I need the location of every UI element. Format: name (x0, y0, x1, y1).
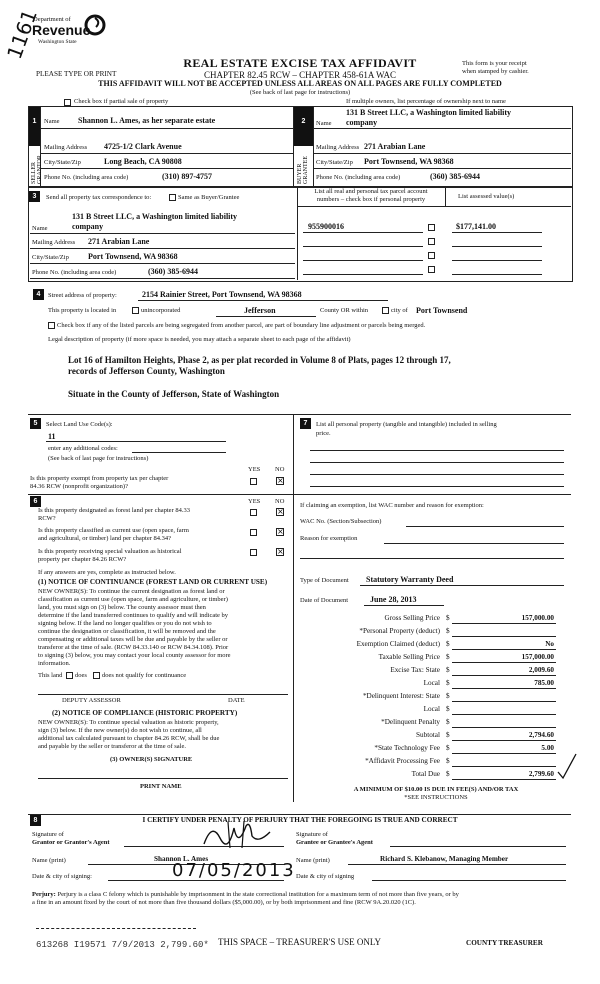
fee-label: Subtotal (416, 731, 440, 739)
notice1-title: (1) NOTICE OF CONTINUANCE (FOREST LAND OR CURRENT USE) (38, 578, 268, 586)
fee-label: Local (423, 705, 440, 713)
this-land-label: This land (38, 672, 63, 679)
fee-currency: $ (446, 718, 450, 726)
seller-address: 4725-1/2 Clark Avenue (104, 142, 182, 151)
parcel-value: $177,141.00 (456, 222, 496, 231)
personal-prop-line2: price. (316, 430, 331, 437)
buyer-side-label: BUYER GRANTEE (297, 156, 309, 184)
segregated-label: Check box if any of the listed parcels are being segregated from another parcel, are part of boundary line adjustment or parcels being merged. (57, 322, 426, 329)
seller-city-label: City/State/Zip (44, 159, 81, 166)
corr-name-line1: 131 B Street LLC, a Washington limited liability (72, 212, 238, 221)
fee-label: *Delinquent Penalty (381, 718, 440, 726)
fee-value: 2,009.60 (528, 666, 554, 674)
perjury-line1 (32, 891, 459, 898)
section-6-number: 6 (30, 496, 41, 507)
exempt-no-checkbox[interactable]: × (277, 476, 284, 485)
does-not-label: does not qualify for continuance (102, 672, 187, 679)
notice2-line: and payable by the seller or transferor at the time of sale. (38, 743, 186, 750)
fee-value: 157,000.00 (521, 614, 554, 622)
fee-value: 5.00 (541, 744, 554, 752)
sig-grantor-label2: Grantor or Grantor's Agent (32, 839, 110, 846)
partial-sale-checkbox[interactable] (64, 99, 71, 106)
exempt-question-2: 84.36 RCW (nonprofit organization)? (30, 483, 128, 490)
min-fee-line1: A MINIMUM OF $10.00 IS DUE IN FEE(S) AND/OR TAX (353, 786, 519, 793)
certify-title: I CERTIFY UNDER PENALTY OF PERJURY THAT THE FOREGOING IS TRUE AND CORRECT (142, 816, 458, 824)
receipt-line1: This form is your receipt (462, 60, 527, 67)
sec6-no-header: NO (275, 498, 285, 505)
owner-signature-label: (3) OWNER(S) SIGNATURE (110, 756, 193, 763)
handwritten-number: 1161 (2, 6, 42, 63)
buyer-address-label: Mailing Address (316, 144, 360, 151)
fee-currency: $ (446, 627, 450, 635)
historic-question-1: Is this property receiving special valuation as historical (38, 548, 182, 555)
grantor-signature (200, 818, 280, 850)
section-2-number: 2 (298, 116, 309, 127)
form-subtitle: CHAPTER 82.45 RCW – CHAPTER 458-61A WAC (204, 70, 396, 80)
does-checkbox[interactable] (66, 672, 73, 679)
fee-label: *Delinquent Interest: State (362, 692, 440, 700)
current-use-no-checkbox[interactable]: × (277, 527, 284, 536)
corr-city: Port Townsend, WA 98368 (88, 252, 178, 261)
if-yes-note: If any answers are yes, complete as instructed below. (38, 569, 176, 576)
treasurer-space-label: THIS SPACE – TREASURER'S USE ONLY (218, 937, 382, 947)
buyer-city: Port Townsend, WA 98368 (364, 157, 454, 166)
notice1-line: classification as current use (open space, farm and agriculture, or timber) (38, 596, 228, 603)
parcel-personal-checkbox[interactable] (428, 252, 435, 259)
land-use-code: 11 (48, 432, 56, 441)
sec5-yes-header: YES (248, 466, 261, 473)
fee-currency: $ (446, 653, 450, 661)
fee-value: 157,000.00 (521, 653, 554, 661)
fee-currency: $ (446, 705, 450, 713)
wac-label: WAC No. (Section/Subsection) (300, 518, 382, 525)
doc-date: June 28, 2013 (370, 595, 417, 604)
checkmark-icon (556, 752, 578, 780)
same-as-buyer-label: Same as Buyer/Grantee (178, 194, 240, 201)
historic-question-2: property per chapter 84.26 RCW? (38, 556, 127, 563)
buyer-phone-label: Phone No. (including area code) (316, 174, 401, 181)
current-use-question-2: and agricultural, or timber) land per chapter 84.34? (38, 535, 172, 542)
fee-currency: $ (446, 692, 450, 700)
legal-label: Legal description of property (if more space is needed, you may attach a separate sheet to each page of the affidavit) (48, 336, 351, 343)
fee-value: 2,799.60 (528, 770, 554, 778)
same-as-buyer-checkbox[interactable] (169, 194, 176, 201)
legal-line2: records of Jefferson County, Washington (68, 366, 225, 376)
fee-label: Local (423, 679, 440, 687)
street-address: 2154 Rainier Street, Port Townsend, WA 98368 (142, 290, 302, 299)
grantor-date-signed: 07/05/2013 (172, 860, 296, 881)
grantee-date-label: Date & city of signing (296, 873, 355, 880)
dept-line3: Washington State (38, 39, 77, 45)
parcels-header-left-1: List all real and personal tax parcel account (314, 188, 428, 195)
grantee-name-label: Name (print) (296, 857, 330, 864)
seller-name-label: Name (44, 118, 60, 125)
fee-currency: $ (446, 770, 450, 778)
notice2-line: NEW OWNER(S): To continue special valuation as historic property, (38, 719, 219, 726)
fee-currency: $ (446, 679, 450, 687)
min-fee-line2: *SEE INSTRUCTIONS (404, 794, 468, 801)
seller-phone: (310) 897-4757 (162, 172, 212, 181)
revenue-swirl-icon (84, 14, 106, 36)
fee-currency: $ (446, 731, 450, 739)
notice1-line: continue the designation or classification, it will be removed and the (38, 628, 216, 635)
fee-label: *Affidavit Processing Fee (365, 757, 440, 765)
grantor-name-label: Name (print) (32, 857, 66, 864)
exempt-question-1: Is this property exempt from property tax per chapter (30, 475, 169, 482)
street-label: Street address of property: (48, 292, 117, 299)
receipt-line2: when stamped by cashier. (462, 68, 529, 75)
form-see-back: (See back of last page for instructions) (249, 89, 351, 96)
doc-type-label: Type of Document (300, 577, 349, 584)
unincorporated-label: unincorporated (141, 307, 181, 314)
fee-value: No (545, 640, 554, 648)
buyer-name-label: Name (316, 120, 332, 127)
fee-label: *Personal Property (deduct) (359, 627, 440, 635)
unincorporated-checkbox[interactable] (132, 307, 139, 314)
additional-codes-label: enter any additional codes: (48, 445, 118, 452)
perjury-label: Perjury: (32, 891, 56, 898)
corr-phone: (360) 385-6944 (148, 267, 198, 276)
sig-grantee-label1: Signature of (296, 831, 328, 838)
fee-label: Total Due (411, 770, 440, 778)
fee-currency: $ (446, 744, 450, 752)
doc-type: Statutory Warranty Deed (366, 575, 454, 584)
corr-address-label: Mailing Address (32, 239, 76, 246)
city-of-checkbox[interactable] (382, 307, 389, 314)
form-warning: THIS AFFIDAVIT WILL NOT BE ACCEPTED UNLESS ALL AREAS ON ALL PAGES ARE FULLY COMPLETED (98, 79, 502, 88)
section-4-number: 4 (33, 289, 44, 300)
segregated-checkbox[interactable] (48, 322, 55, 329)
does-label: does (75, 672, 87, 679)
grantee-name: Richard S. Klebanow, Managing Member (380, 855, 509, 863)
notice1-line: NEW OWNER(S): To continue the current designation as forest land or (38, 588, 225, 595)
personal-prop-line1: List all personal property (tangible and intangible) included in selling (316, 421, 497, 428)
corr-phone-label: Phone No. (including area code) (32, 269, 117, 276)
seller-address-label: Mailing Address (44, 144, 88, 151)
forest-yes-checkbox[interactable] (250, 509, 257, 516)
forest-no-checkbox[interactable]: × (277, 507, 284, 516)
treasurer-stamp: 613268 I19571 7/9/2013 2,799.60* (36, 940, 209, 950)
deputy-assessor-label: DEPUTY ASSESSOR (62, 697, 121, 704)
perjury-text2: a fine in an amount fixed by the court of not more than five thousand dollars ($5,000.00), or by both imprisonment and fine (RCW 9A.20.020 (1C). (32, 899, 416, 906)
sig-grantor-label1: Signature of (32, 831, 64, 838)
section-3-number: 3 (29, 191, 40, 202)
perjury-text1: Perjury is a class C felony which is punishable by imprisonment in the state correctional institution for a maximum term of not more than five years, or by (57, 891, 459, 898)
seller-city: Long Beach, CA 90808 (104, 157, 182, 166)
corr-name-line2: company (72, 222, 104, 231)
property-county: Jefferson (244, 306, 276, 315)
historic-yes-checkbox[interactable] (250, 549, 257, 556)
fee-value: 2,794.60 (528, 731, 554, 739)
fee-currency: $ (446, 666, 450, 674)
grantor-name: Shannon L. Ames (154, 855, 209, 863)
fee-label: *State Technology Fee (374, 744, 440, 752)
parcel-personal-checkbox[interactable] (428, 224, 435, 231)
forest-question-2: RCW? (38, 515, 56, 522)
fee-currency: $ (446, 757, 450, 765)
notice2-line: additional tax calculated pursuant to chapter 84.26 RCW, shall be due (38, 735, 220, 742)
partial-sale-label: Check box if partial sale of property (74, 98, 169, 105)
doc-date-label: Date of Document (300, 597, 349, 604)
corr-name-label: Name (32, 225, 48, 232)
does-not-checkbox[interactable] (93, 672, 100, 679)
current-use-question-1: Is this property classified as current use (open space, farm (38, 527, 189, 534)
notice1-line: compensating or additional taxes will be due and payable by the seller or (38, 636, 228, 643)
fee-currency: $ (446, 640, 450, 648)
grantor-date-label: Date & city of signing: (32, 873, 92, 880)
parcels-header-left-2: numbers – check box if personal property (316, 196, 426, 203)
notice2-line: sign (3) below. If the new owner(s) do not wish to continue, all (38, 727, 202, 734)
exempt-yes-checkbox[interactable] (250, 478, 257, 485)
county-or-label: County OR within (320, 307, 369, 314)
section-1-number: 1 (29, 116, 40, 127)
sig-grantee-label2: Grantee or Grantee's Agent (296, 839, 373, 846)
current-use-yes-checkbox[interactable] (250, 529, 257, 536)
print-name-label: PRINT NAME (140, 783, 182, 790)
buyer-address: 271 Arabian Lane (364, 142, 426, 151)
notice1-line: signing below. If the land no longer qualifies or you do not wish to (38, 620, 212, 627)
sec5-no-header: NO (275, 466, 285, 473)
fee-label: Exemption Claimed (deduct) (356, 640, 440, 648)
fee-currency: $ (446, 614, 450, 622)
fee-label: Taxable Selling Price (378, 653, 440, 661)
parcel-number: 955900016 (308, 222, 344, 231)
sec6-yes-header: YES (248, 498, 261, 505)
legal-line3: Situate in the County of Jefferson, State of Washington (68, 389, 280, 399)
notice1-line: determine if the land transferred continues to qualify and will indicate by (38, 612, 229, 619)
parcel-personal-checkbox[interactable] (428, 266, 435, 273)
parcels-header-right: List assessed value(s) (458, 193, 515, 200)
corr-address: 271 Arabian Lane (88, 237, 150, 246)
notice1-line: transferor at the time of sale. (RCW 84.33.140 or RCW 84.34.108). Prior (38, 644, 229, 651)
buyer-name-line2: company (346, 118, 378, 127)
section-5-number: 5 (30, 418, 41, 429)
fee-label: Excise Tax: State (390, 666, 440, 674)
seller-phone-label: Phone No. (including area code) (44, 174, 129, 181)
exemption-claim-label: If claiming an exemption, list WAC number and reason for exemption: (300, 502, 484, 509)
reason-label: Reason for exemption (300, 535, 358, 542)
land-use-label: Select Land Use Code(s): (46, 421, 113, 428)
seller-side-label: SELLER GRANTOR (31, 155, 43, 184)
section-7-number: 7 (300, 418, 311, 429)
fee-value: 785.00 (534, 679, 554, 687)
forest-question-1: Is this property designated as forest land per chapter 84.33 (38, 507, 190, 514)
parcel-personal-checkbox[interactable] (428, 238, 435, 245)
notice1-line: land, you must sign on (3) below. The county assessor must then (38, 604, 206, 611)
seller-name: Shannon L. Ames, as her separate estate (78, 116, 216, 125)
revenue-logo (28, 16, 108, 50)
buyer-city-label: City/State/Zip (316, 159, 353, 166)
please-type: PLEASE TYPE OR PRINT (36, 70, 117, 78)
property-city: Port Townsend (416, 306, 468, 315)
city-of-label: city of (391, 307, 408, 314)
multiple-owners-label: If multiple owners, list percentage of ownership next to name (346, 98, 506, 105)
historic-no-checkbox[interactable]: × (277, 547, 284, 556)
land-use-see-back: (See back of last page for instructions) (48, 455, 149, 462)
section-8-number: 8 (30, 815, 41, 826)
located-label: This property is located in (48, 307, 117, 314)
correspondence-label: Send all property tax correspondence to: (46, 194, 152, 201)
buyer-name-line1: 131 B Street LLC, a Washington limited liability (346, 108, 512, 117)
dept-line2: Revenue (32, 22, 91, 38)
corr-city-label: City/State/Zip (32, 254, 69, 261)
notice1-line: to signing (3) below, you may contact your local county assessor for more (38, 652, 231, 659)
notice1-line: information. (38, 660, 71, 667)
dept-line1: Department of (33, 16, 71, 23)
assessor-date-label: DATE (228, 697, 245, 704)
notice2-title: (2) NOTICE OF COMPLIANCE (HISTORIC PROPERTY) (52, 709, 238, 717)
buyer-phone: (360) 385-6944 (430, 172, 480, 181)
fee-label: Gross Selling Price (384, 614, 440, 622)
form-title: REAL ESTATE EXCISE TAX AFFIDAVIT (183, 56, 417, 70)
legal-line1: Lot 16 of Hamilton Heights, Phase 2, as per plat recorded in Volume 8 of Plats, pages 12 through 17, (68, 355, 451, 365)
county-treasurer-label: COUNTY TREASURER (466, 939, 543, 947)
